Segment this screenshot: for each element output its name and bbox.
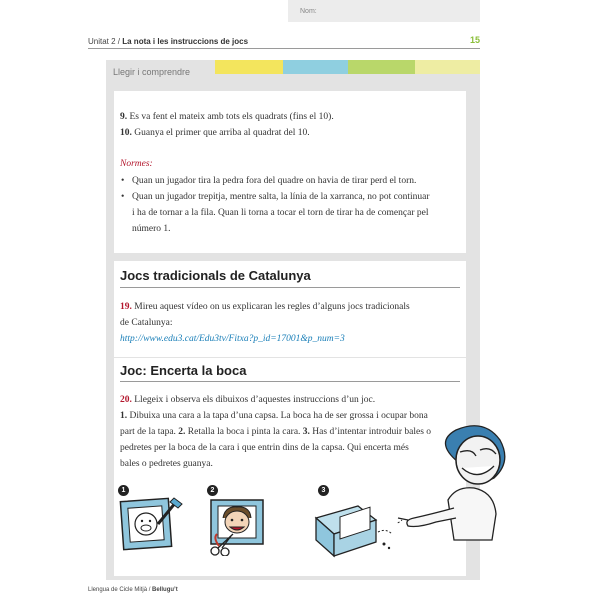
heading-underline: [120, 381, 460, 382]
step-badge-3: 3: [318, 485, 329, 496]
step-badge-1: 1: [118, 485, 129, 496]
step-9: 9. Es va fent el mateix amb tots els quadrats (fins el 10).: [120, 112, 334, 122]
unit-header: [88, 37, 248, 46]
heading-underline: [120, 287, 460, 288]
name-label: Nom:: [300, 8, 317, 15]
instructions-box: [114, 91, 466, 253]
video-link[interactable]: http://www.edu3.cat/Edu3tv/Fitxa?p_id=17001&p_num=3: [120, 334, 345, 344]
section-title: Llegir i comprendre: [113, 67, 191, 77]
illustration-draw-face: [118, 494, 188, 554]
illustration-cut-mouth: [205, 496, 275, 556]
traditional-games-heading: Jocs tradicionals de Catalunya: [120, 268, 311, 283]
header-divider: [88, 48, 480, 49]
step-badge-2: 2: [207, 485, 218, 496]
steps-list: [120, 109, 460, 141]
footer-text: Llengua de Cicle Mitjà /: [88, 587, 151, 593]
page-footer: [88, 587, 178, 593]
color-tab-green: [348, 60, 415, 74]
color-tab-yellow: [215, 60, 283, 74]
name-field-box: [288, 0, 480, 22]
game-heading: Joc: Encerta la boca: [120, 363, 247, 378]
unit-label: Unitat 2 /: [88, 37, 121, 46]
page-number: 15: [470, 35, 481, 45]
footer-brand: Bellugu’t: [152, 587, 178, 593]
color-tab-blue: [283, 60, 348, 74]
norms-list: [120, 173, 466, 237]
section-color-tabs: [215, 60, 480, 74]
question-20: 20. Llegeix i observa els dibuixos d’aquestes instruccions d’un joc. 1. Dibuixa una cara a la tapa d’una capsa. La boca ha de ser grossa i ocupar bona part de la tapa. 2. Retalla la boca i pinta la cara. 3. Has d’intentar introduir bales o pedretes per la boca de la cara i que entrin dins de la capsa. Qui encerta més bales o pedretes guanya.: [120, 395, 432, 469]
question-19: 19. Mireu aquest vídeo on us explicaran les regles d’alguns jocs tradicionals de Catalunya: http://www.edu3.cat/Edu3tv/Fitxa?p_id=17001&p_num=3: [120, 302, 410, 344]
norm-item: • Quan un jugador trepitja, mentre salta, la línia de la xarranca, no pot continuar i ha de tornar a la fila. Quan li torna a tocar el torn de tirar ha de començar pel número 1.: [120, 189, 466, 237]
traditional-games-box: [114, 261, 466, 357]
norm-item: • Quan un jugador tira la pedra fora del quadre on havia de tirar perd el torn.: [120, 173, 466, 189]
norms-title: Normes:: [120, 159, 153, 169]
unit-title: La nota i les instruccions de jocs: [122, 37, 249, 46]
mascot-character: [396, 422, 518, 542]
illustration-throw-marbles: [312, 498, 402, 558]
step-10: 10. Guanya el primer que arriba al quadrat del 10.: [120, 128, 310, 138]
color-tab-pale-yellow: [415, 60, 480, 74]
